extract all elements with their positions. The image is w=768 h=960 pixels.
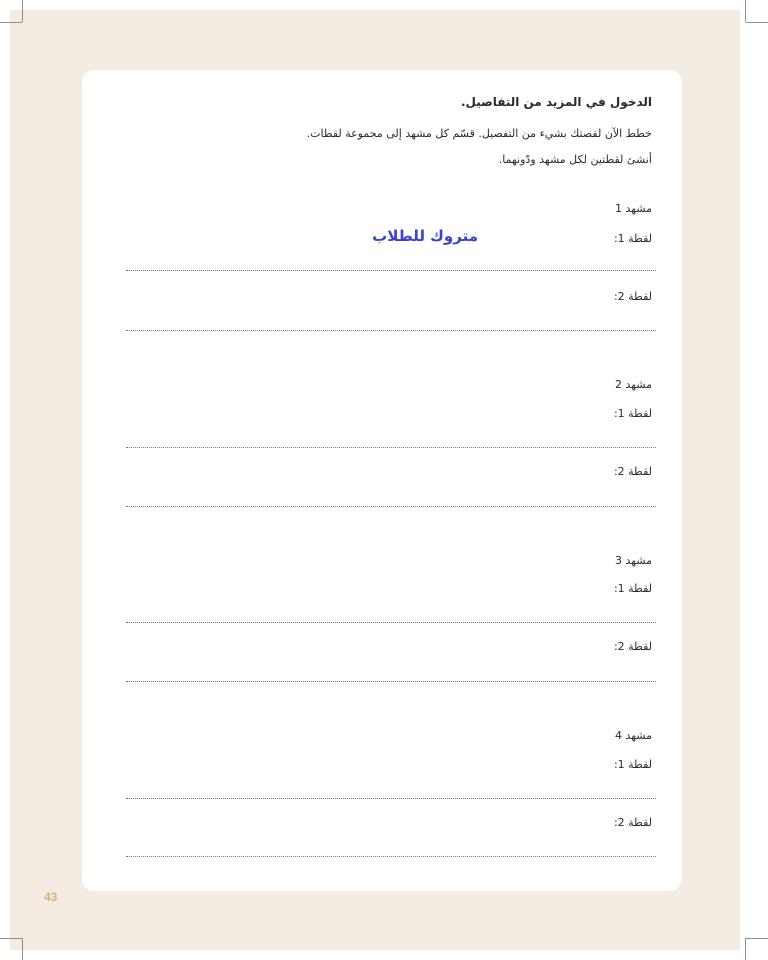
scene-1-shot-2-answer-line[interactable] xyxy=(126,330,656,331)
crop-mark-top-right-h xyxy=(746,22,768,23)
scene-3-shot-1-label: لقطة 1: xyxy=(613,582,652,595)
scene-2-shot-2-answer-line[interactable] xyxy=(126,506,656,507)
crop-mark-bottom-right-h xyxy=(746,938,768,939)
instruction-line-1: خطط الآن لقصتك بشيء من التفصيل. قسّم كل مشهد إلى مجموعة لقطات. xyxy=(306,127,652,140)
page-number: 43 xyxy=(44,890,58,904)
worksheet-title: الدخول في المزيد من التفاصيل. xyxy=(460,95,652,109)
scene-4-shot-1-label: لقطة 1: xyxy=(613,758,652,771)
crop-mark-top-right-v xyxy=(745,0,746,22)
scene-4-shot-1-answer-line[interactable] xyxy=(126,798,656,799)
scene-3-shot-2-label: لقطة 2: xyxy=(613,640,652,653)
worksheet-card xyxy=(82,70,682,891)
crop-mark-bottom-left-h xyxy=(0,938,22,939)
scene-1-shot-1-answer-line[interactable] xyxy=(126,270,656,271)
teacher-note: متروك للطلاب xyxy=(372,227,478,245)
scene-2-shot-2-label: لقطة 2: xyxy=(613,465,652,478)
crop-mark-top-left-h xyxy=(0,22,22,23)
scene-4-label: مشهد 4 xyxy=(614,729,652,742)
scene-3-shot-2-answer-line[interactable] xyxy=(126,681,656,682)
scene-2-shot-1-label: لقطة 1: xyxy=(613,407,652,420)
scene-2-label: مشهد 2 xyxy=(614,378,652,391)
scene-1-shot-2-label: لقطة 2: xyxy=(613,290,652,303)
crop-mark-bottom-left-v xyxy=(22,938,23,960)
scene-3-shot-1-answer-line[interactable] xyxy=(126,622,656,623)
crop-mark-bottom-right-v xyxy=(745,938,746,960)
scene-3-label: مشهد 3 xyxy=(614,554,652,567)
scene-1-shot-1-label: لقطة 1: xyxy=(613,232,652,245)
crop-mark-top-left-v xyxy=(22,0,23,22)
scene-1-label: مشهد 1 xyxy=(614,202,652,215)
instruction-line-2: أنشئ لقطتين لكل مشهد ودّونهما. xyxy=(498,153,652,166)
scene-2-shot-1-answer-line[interactable] xyxy=(126,447,656,448)
scene-4-shot-2-answer-line[interactable] xyxy=(126,856,656,857)
scene-4-shot-2-label: لقطة 2: xyxy=(613,816,652,829)
